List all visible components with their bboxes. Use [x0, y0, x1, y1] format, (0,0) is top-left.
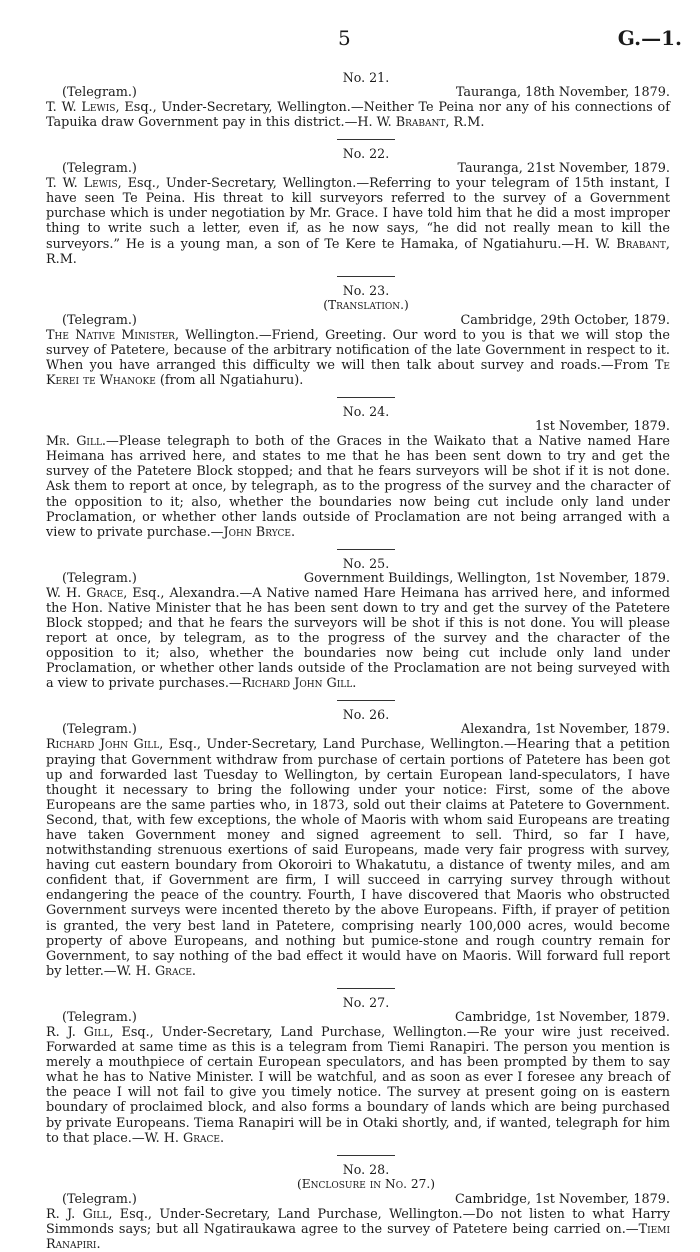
telegram-line — [62, 161, 670, 176]
telegram-label: (Telegram.) — [62, 312, 137, 328]
place-date: Cambridge, 29th October, 1879. — [460, 312, 670, 328]
telegram-label: (Telegram.) — [62, 1191, 137, 1207]
telegram-line — [62, 1010, 670, 1025]
entry-number: No. 26. — [342, 707, 390, 723]
telegram-entry — [46, 146, 670, 267]
signatory: John Bryce — [223, 524, 291, 540]
message-text: , Esq., Under-Secretary, Wellington.—Referring to your telegram of 15th instant, I have seen Te Peina. His threat to kill surveyors referred to the survey of a Government purchase which is under negotiation by Mr. Grace. I have told him that he did a most improper thing to write such a letter, even if, as he now says, “he did not really mean to kill the surveyors.” He is a young man, a son of Te Kere te Hamaka, of Ngatiahuru.— — [46, 176, 670, 252]
telegram-list — [46, 70, 671, 1252]
separator-rule — [337, 139, 395, 140]
signatory: Richard John Gill — [241, 676, 353, 692]
addressee: The Native Minister — [46, 327, 175, 343]
message-suffix: . — [290, 524, 296, 540]
message-body — [46, 176, 670, 267]
telegram-label: (Telegram.) — [62, 85, 137, 100]
message-text: , Esq., Under-Secretary, Land Purchase, Wellington.—Hearing that a petition praying that Government withdraw from purchase of certain portions of Patetere has been got up and forwarded last Tuesday to Wellington, by certain European land-speculators, I have thought it necessary to bring the following under your notice: First, some of the above Europeans are the same parties who, in 1873, sold out their claims at Patetere to Government. Second, that, with few exceptions, the whole of Maoris with whom said Europeans are treating have taken Government money and signed agreement to sell. Third, so far I have, notwithstanding strenuous exertions of said Europeans, made very fair progress with survey, having cut eastern boundary from Okoroiri to Whakatutu, a distance of twenty miles, and am confident that, if Government are firm, I will succeed in carrying survey through without endangering the peace of the country. Fourth, I have discovered that Maoris who obstructed Government surveys were incented thereto by the above Europeans. Fifth, if prayer of petition is granted, the very best land in Patetere, comprising nearly 100,000 acres, would become property of above Europeans, and nothing but pumice-stone and rough country remain for Government, to say nothing of the bad effect it would have on Maoris. Will forward full report by letter.— — [46, 737, 671, 979]
entry-number: No. 27. — [342, 994, 390, 1010]
entry-subtitle: (Translation.) — [323, 297, 409, 312]
telegram-entry — [46, 70, 670, 131]
message-suffix: . — [352, 676, 357, 692]
telegram-line — [62, 85, 670, 100]
telegram-entry — [46, 707, 671, 979]
place-date: Alexandra, 1st November, 1879. — [460, 722, 670, 738]
addressee: R. J. Gill — [46, 1206, 109, 1222]
separator-rule — [337, 988, 395, 989]
telegram-entry — [46, 994, 670, 1146]
message-body — [46, 586, 670, 692]
telegram-entry — [46, 404, 670, 540]
place-date: Cambridge, 1st November, 1879. — [454, 1009, 670, 1025]
message-body — [46, 1025, 670, 1146]
entry-number: No. 24. — [342, 404, 390, 420]
addressee: T. W. Lewis — [46, 100, 116, 115]
message-body — [46, 100, 670, 130]
message-text: , Esq., Alexandra.—A Native named Hare Heimana has arrived here, and informed the Hon. Native Minister that he has been sent down to try and get the survey of the Patetere Block stopped; and that he fears the surveyors will be shot if this is not done. You will please report at once, by telegram, as to the progress of the survey and the character of the opposition to it; also, whether the boundaries now being cut include only land under Proclamation, or whether other lands outside of the Proclamation are not being surveyed with a view to private purchases.— — [46, 585, 670, 692]
place-date: Cambridge, 1st November, 1879. — [454, 1191, 670, 1207]
signatory: H. W. Brabant — [357, 115, 446, 131]
telegram-entry — [46, 555, 670, 692]
separator-rule — [337, 700, 395, 701]
signatory: W. H. Grace — [144, 1130, 220, 1146]
message-body — [46, 434, 670, 540]
telegram-label: (Telegram.) — [62, 161, 137, 177]
message-text: , Esq., Under-Secretary, Land Purchase, Wellington.—Do not listen to what Harry Simmonds says; but all Ngatiraukawa agree to the survey of Patetere being carried on.— — [46, 1206, 670, 1237]
message-body — [46, 737, 670, 979]
message-suffix: (from all Ngatiahuru). — [155, 373, 304, 389]
series-code: G.—1. — [617, 26, 682, 50]
signatory: Tiemi Ranapiri — [46, 1221, 670, 1252]
telegram-entry — [46, 1161, 670, 1252]
addressee: Mr. Gill — [46, 434, 102, 450]
page-number: 5 — [338, 26, 351, 50]
message-text: , Esq., Under-Secretary, Wellington.—Neither Te Peina nor any of his connections of Tapuika draw Government pay in this district.— — [46, 100, 670, 131]
separator-rule — [337, 549, 395, 550]
separator-rule — [337, 276, 395, 277]
signatory: Te Kerei te Whanoke — [46, 357, 670, 389]
place-date: Tauranga, 18th November, 1879. — [455, 85, 670, 100]
message-text: , Esq., Under-Secretary, Land Purchase, Wellington.—Re your wire just received. Forwarded at same time as this is a telegram from Tiemi Ranapiri. The person you mention is merely a mouthpiece of certain European speculators, and has been prompted by them to say what he has to Native Minister. I will be watchful, and as soon as ever I foresee any breach of the peace I will not fail to give you timely notice. The survey at present going on is eastern boundary of proclaimed block, and also forms a boundary of lands which are being purchased by private Europeans. Tiema Ranapiri will be in Otaki shortly, and, if wanted, telegraph for him to that place.— — [46, 1024, 670, 1146]
telegram-label: (Telegram.) — [62, 722, 137, 738]
separator-rule — [337, 397, 395, 398]
page-header — [0, 26, 700, 56]
telegram-entry — [46, 282, 670, 389]
entry-number: No. 21. — [342, 70, 390, 85]
telegram-line — [62, 722, 670, 737]
message-body — [46, 328, 670, 388]
addressee: R. J. Gill — [46, 1024, 110, 1040]
separator-rule — [337, 1155, 395, 1156]
addressee: W. H. Grace — [46, 585, 124, 601]
message-text: .—Please telegraph to both of the Graces in the Waikato that a Native named Hare Heimana has arrived here, and states to me that he has been sent down to try and get the survey of the Patetere Block stopped; and that he fears surveyors will be shot if it is not done. Ask them to report at once, by telegraph, as to the progress of the survey and the character of the opposition to it; also, whether the boundaries now being cut include only land under Proclamation, or whether other lands outside of Proclamation are not being arranged with a view to private purchase.— — [46, 434, 670, 540]
message-suffix: . — [219, 1130, 225, 1146]
message-suffix: , R.M. — [445, 115, 485, 131]
entry-number: No. 22. — [342, 146, 390, 162]
telegram-line — [62, 1192, 670, 1207]
message-suffix: . — [96, 1236, 101, 1252]
entry-number: No. 25. — [342, 555, 390, 571]
telegram-line — [62, 419, 670, 434]
entry-subtitle: (Enclosure in No. 27.) — [297, 1176, 435, 1191]
telegram-line — [62, 571, 670, 586]
telegram-line — [62, 313, 670, 328]
signatory: H. W. Brabant — [574, 236, 666, 252]
message-text: , Wellington.—Friend, Greeting. Our word to you is that we will stop the survey of Patetere, because of the arbitrary notification of the late Government in respect to it. When you have arranged this difficulty we will then talk about survey and roads.—From — [46, 327, 670, 373]
entry-number: No. 23. — [342, 282, 390, 298]
addressee: Richard John Gill — [46, 737, 160, 753]
message-body — [46, 1207, 670, 1252]
signatory: W. H. Grace — [116, 963, 192, 979]
telegram-label: (Telegram.) — [62, 1009, 137, 1025]
message-suffix: . — [191, 963, 196, 979]
message-suffix: , R.M. — [46, 236, 670, 267]
place-date: Government Buildings, Wellington, 1st November, 1879. — [303, 570, 670, 586]
entry-number: No. 28. — [342, 1161, 390, 1177]
place-date: Tauranga, 21st November, 1879. — [457, 161, 670, 177]
place-date: 1st November, 1879. — [534, 419, 670, 435]
addressee: T. W. Lewis — [46, 176, 118, 192]
telegram-label: (Telegram.) — [62, 570, 137, 586]
